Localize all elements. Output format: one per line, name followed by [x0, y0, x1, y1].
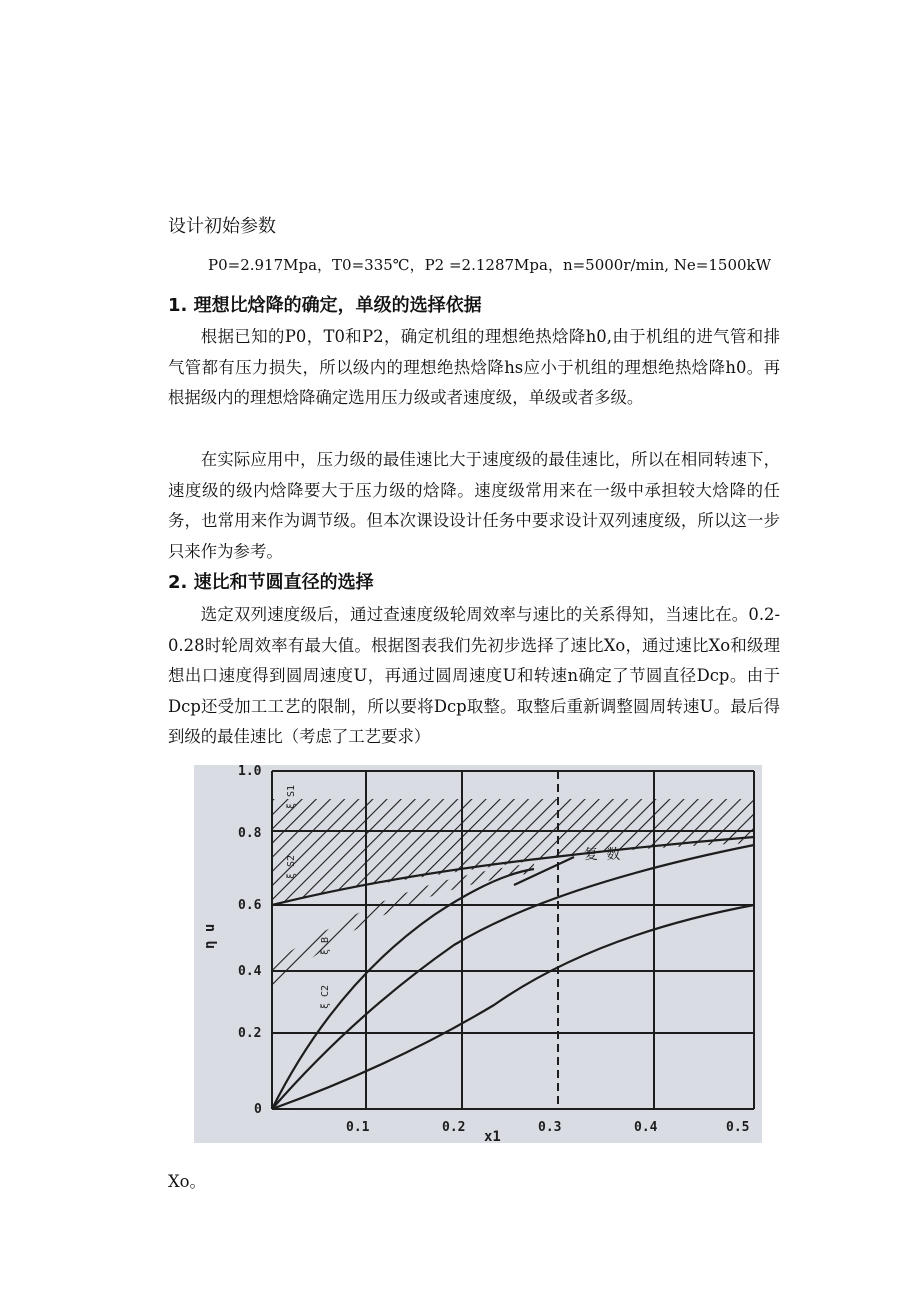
x-tick-0-4: 0.4	[634, 1120, 658, 1135]
x-tick-0-3: 0.3	[538, 1120, 562, 1135]
section2-title: 2. 速比和节圆直径的选择	[168, 572, 374, 593]
y-axis-label: η u	[202, 923, 218, 949]
x-axis-label: x1	[484, 1129, 501, 1143]
y-tick-0-4: 0.4	[238, 964, 262, 979]
y-tick-0-2: 0.2	[238, 1026, 262, 1041]
loss-region-s1	[272, 799, 754, 831]
curve-label-s1: ξ S1	[286, 784, 297, 809]
section2-paragraph-1: 选定双列速度级后，通过查速度级轮周效率与速比的关系得知，当速比在。0.2-0.28时轮周效率有最大值。根据图表我们先初步选择了速比Xo，通过速比Xo和级理想出口速度得到圆周速度U，再通过圆周速度U和转速n确定了节圆直径Dcp。由于Dcp还受加工工艺的限制，所以要将Dcp取整。取整后重新调整圆周转速U。最后得到级的最佳速比（考虑了工艺要求）	[168, 605, 780, 746]
figure-graphic	[194, 765, 762, 1143]
x-tick-0-5: 0.5	[726, 1120, 750, 1135]
section-title: 设计初始参数	[168, 216, 276, 237]
y-tick-0: 0	[254, 1102, 262, 1117]
y-tick-0-6: 0.6	[238, 898, 262, 913]
curve-label-b: ξ B	[320, 936, 331, 955]
handwritten-note: 复 数	[584, 847, 621, 863]
y-tick-1-0: 1.0	[238, 765, 262, 779]
x-tick-0-2: 0.2	[442, 1120, 466, 1135]
section1-title: 1. 理想比焓降的确定，单级的选择依据	[168, 295, 482, 316]
curve-label-c2: ξ C2	[320, 984, 331, 1009]
x-tick-0-1: 0.1	[346, 1120, 370, 1135]
curve-label-s2: ξ S2	[286, 854, 297, 879]
section1-paragraph-2: 在实际应用中，压力级的最佳速比大于速度级的最佳速比，所以在相同转速下，速度级的级内焓降要大于压力级的焓降。速度级常用来在一级中承担较大焓降的任务，也常用来作为调节级。但本次课设设计任务中要求设计双列速度级，所以这一步只来作为参考。	[168, 450, 780, 561]
design-parameters: P0=2.917Mpa，T0=335℃，P2 =2.1287Mpa，n=5000r/min, Ne=1500kW	[208, 256, 772, 274]
section1-paragraph-1: 根据已知的P0，T0和P2，确定机组的理想绝热焓降h0,由于机组的进气管和排气管都有压力损失，所以级内的理想绝热焓降hs应小于机组的理想绝热焓降h0。再根据级内的理想焓降确定选用压力级或者速度级，单级或者多级。	[168, 327, 780, 407]
efficiency-ratio-figure	[194, 765, 762, 1143]
y-tick-0-8: 0.8	[238, 826, 262, 841]
trailing-text: Xo。	[168, 1172, 206, 1191]
